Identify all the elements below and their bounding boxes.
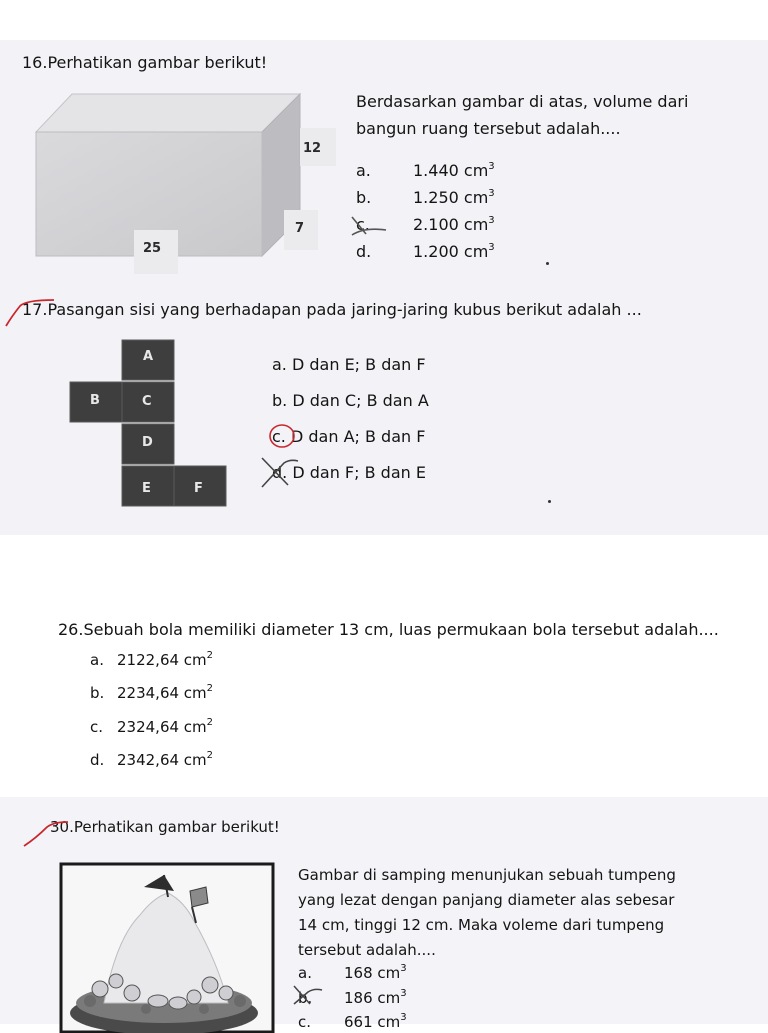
- q26-option-c-value: 2324,64 $cm^2$: [117, 717, 214, 736]
- cuboid-figure: [36, 94, 326, 274]
- dim-height-label: 12: [303, 141, 322, 156]
- q30-option-b-value: 186 $cm^3$: [344, 988, 407, 1007]
- q30-prompt: Perhatikan gambar berikut!: [73, 818, 280, 836]
- q26-option-b-letter: b.: [90, 684, 105, 702]
- net-face-a-label: A: [143, 349, 154, 364]
- q16-option-d-value: 1.200 $cm^3$: [413, 241, 495, 261]
- q16-option-a-letter: a.: [356, 161, 371, 180]
- q30-option-c-letter: c.: [298, 1013, 312, 1031]
- q26-prompt: Sebuah bola memiliki diameter 13 cm, luas permukaan bola tersebut adalah....: [83, 620, 719, 639]
- q16-prompt: Perhatikan gambar berikut!: [47, 53, 268, 72]
- q17-option-a: a. D dan E; B dan F: [272, 355, 426, 374]
- stray-dot: [548, 500, 551, 503]
- q26-option-a-value: 2122,64 $cm^2$: [117, 650, 214, 669]
- q30-stem-line4: tersebut adalah....: [298, 941, 436, 959]
- q30-option-a-value: 168 $cm^3$: [344, 963, 407, 982]
- q30-option-a-letter: a.: [298, 964, 312, 982]
- q16-option-d-letter: d.: [356, 242, 372, 261]
- q17-option-c: c. D dan A; B dan F: [272, 427, 426, 446]
- q30-stem-line2: yang lezat dengan panjang diameter alas sebesar: [298, 891, 675, 909]
- q17-red-circle-mark: [266, 422, 302, 452]
- q16-pencil-cross-mark: [350, 214, 390, 238]
- net-face-d-label: D: [142, 435, 153, 450]
- worksheet-panel-q26: [0, 588, 768, 790]
- q16-option-c-value: 2.100 $cm^3$: [413, 214, 495, 234]
- q16-stem-line1: Berdasarkan gambar di atas, volume dari: [356, 92, 689, 111]
- tumpeng-photo: [60, 863, 274, 1033]
- q26-option-d-value: 2342,64 $cm^2$: [117, 750, 214, 769]
- q30-heading: [50, 818, 280, 836]
- q26-option-b-value: 2234,64 $cm^2$: [117, 683, 214, 702]
- q26-option-a-letter: a.: [90, 651, 104, 669]
- net-face-f-label: F: [194, 481, 203, 496]
- net-face-b-label: B: [90, 393, 100, 408]
- q30-cross-mark: [290, 984, 326, 1008]
- q16-option-b-letter: b.: [356, 188, 372, 207]
- q16-heading: [22, 53, 267, 72]
- q17-red-tick-mark: [4, 298, 64, 330]
- q17-number: 17.: [22, 300, 48, 319]
- q26-heading: [58, 620, 719, 639]
- q30-option-c-value: 661 $cm^3$: [344, 1012, 407, 1031]
- q30-red-tick-mark: [22, 816, 72, 850]
- q16-option-b-value: 1.250 $cm^3$: [413, 187, 495, 207]
- net-face-c-label: C: [142, 394, 152, 409]
- q16-option-a-value: 1.440 $cm^3$: [413, 160, 495, 180]
- q30-stem-line3: 14 cm, tinggi 12 cm. Maka voleme dari tumpeng: [298, 916, 665, 934]
- dim-width-label: 7: [295, 221, 305, 236]
- dim-length-label: 25: [143, 241, 162, 256]
- q26-option-c-letter: c.: [90, 718, 104, 736]
- q17-prompt: Pasangan sisi yang berhadapan pada jaring-jaring kubus berikut adalah ...: [47, 300, 642, 319]
- q30-number: 30.: [50, 818, 74, 836]
- q17-heading: [22, 300, 642, 319]
- q16-option-c-letter: c.: [356, 215, 370, 234]
- q17-option-d: d. D dan F; B dan E: [272, 463, 426, 482]
- q30-option-b-letter: b.: [298, 989, 313, 1007]
- stray-dot: [546, 262, 549, 265]
- q16-number: 16.: [22, 53, 48, 72]
- net-face-e-label: E: [142, 481, 151, 496]
- q30-stem-line1: Gambar di samping menunjukan sebuah tumpeng: [298, 866, 676, 884]
- q17-option-b: b. D dan C; B dan A: [272, 391, 429, 410]
- q17-cross-mark: [258, 455, 302, 491]
- q16-stem-line2: bangun ruang tersebut adalah....: [356, 119, 621, 138]
- q26-option-d-letter: d.: [90, 751, 105, 769]
- q26-number: 26.: [58, 620, 84, 639]
